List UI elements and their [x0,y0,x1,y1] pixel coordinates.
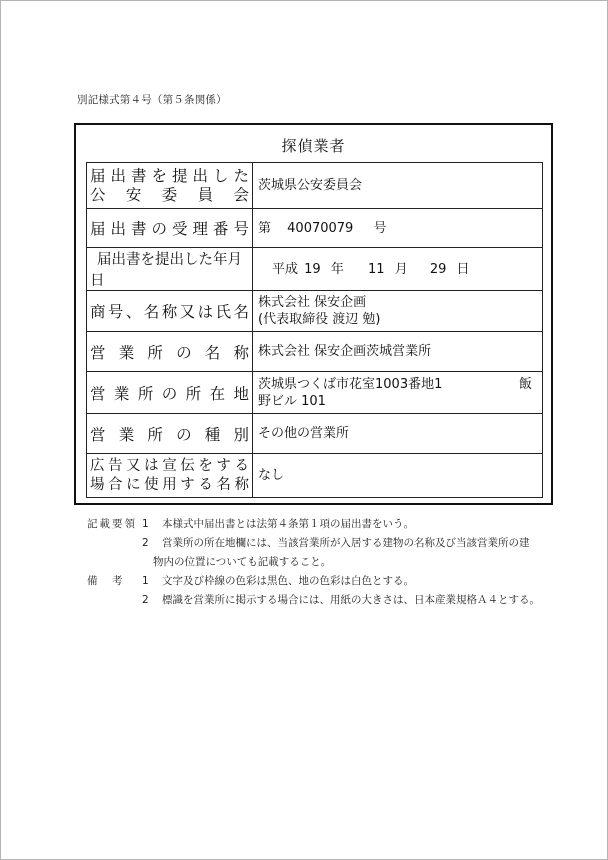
date-day: 29 [429,261,447,277]
trade-name-value [253,291,543,332]
table-row-submission-date [87,248,543,291]
date-year: 19 [304,261,321,277]
instruction1-text: 本様式中届出書とは法第４条第１項の届出書をいう。 [162,518,414,530]
office-address-line1-wrap [258,376,542,393]
remarks-head: 備 考 [87,575,125,587]
trade-name-line2: (代表取締役 渡辺 勉) [258,312,381,327]
remark1-text: 文字及び枠線の色彩は黒色、地の色彩は白色とする。 [162,575,414,587]
date-era: 平成 [272,261,299,277]
date-year-unit: 年 [330,261,344,277]
remark-line-1 [87,572,557,591]
advert-name-label-line2: 場合に使用する名称 [90,476,249,493]
notes-section [87,515,557,610]
office-type-value: その他の営業所 [253,414,543,454]
instruction2-text-line2: 物内の位置についても記載すること。 [153,556,332,568]
office-address-label [87,372,253,414]
instruction-line-1 [87,515,557,534]
office-name-value: 株式会社 保安企画茨城営業所 [253,332,543,372]
table-row-office-type [87,414,543,454]
office-address-value [253,372,543,414]
submission-date-label-text: 届出書を提出した年月日 [90,252,242,289]
instruction1-num: 1 [142,518,149,530]
receipt-number-label [87,209,253,248]
remark-line-2 [87,591,557,610]
form-header: 別記様式第４号（第５条関係） [77,94,227,106]
table-row-commission [87,163,543,209]
trade-name-line1: 株式会社 保安企画 [258,295,367,310]
commission-value: 茨城県公安委員会 [253,163,543,209]
table-row-trade-name [87,291,543,332]
office-type-label-text: 営業所の種別 [90,425,249,444]
office-address-line1: 茨城県つくば市花室1003番地1 [258,376,443,392]
instruction-line-2 [87,534,557,553]
office-address-line2: 野ビル 101 [258,393,326,409]
receipt-number-suffix: 号 [373,220,387,236]
registration-table [86,162,543,498]
table-row-advert-name [87,454,543,498]
table-row-receipt-number [87,209,543,248]
remark2-text: 標識を営業所に掲示する場合には、用紙の大きさは、日本産業規格Ａ４とする。 [162,594,540,606]
instruction2-text-line1: 営業所の所在地欄には、当該営業所が入居する建物の名称及び当該営業所の建 [162,537,530,549]
commission-label [87,163,253,209]
table-row-office-name [87,332,543,372]
instructions-head: 記載要領 [87,518,137,530]
submission-date-label [87,248,253,291]
advert-name-value: なし [253,454,543,498]
office-name-label-text: 営業所の名称 [90,343,249,362]
commission-label-line1: 届出書を提出した [90,166,249,185]
sign-frame [74,123,553,505]
date-month-unit: 月 [394,261,408,277]
remark1-num: 1 [142,575,149,587]
receipt-number-value [253,209,543,248]
office-address-line1-right: 飯 [518,376,532,392]
office-type-label [87,414,253,454]
trade-name-label-text: 商号、名称又は氏名 [90,303,249,321]
date-day-unit: 日 [456,261,470,277]
trade-name-label [87,291,253,332]
commission-label-line2: 公安委員会 [90,185,249,204]
instruction-line-3 [87,553,557,572]
instruction2-num: 2 [142,537,149,549]
office-address-label-text: 営業所の所在地 [90,384,249,403]
date-month: 11 [368,261,385,277]
receipt-number-label-text: 届出書の受理番号 [90,220,249,238]
advert-name-label [87,454,253,498]
advert-name-label-line1: 広告又は宣伝をする [90,457,249,474]
office-name-label [87,332,253,372]
table-row-office-address [87,372,543,414]
sign-title: 探偵業者 [281,137,346,155]
remark2-num: 2 [142,594,149,606]
receipt-number-prefix: 第 [258,220,272,236]
receipt-number: 40070079 [287,220,354,236]
submission-date-value [253,248,543,291]
